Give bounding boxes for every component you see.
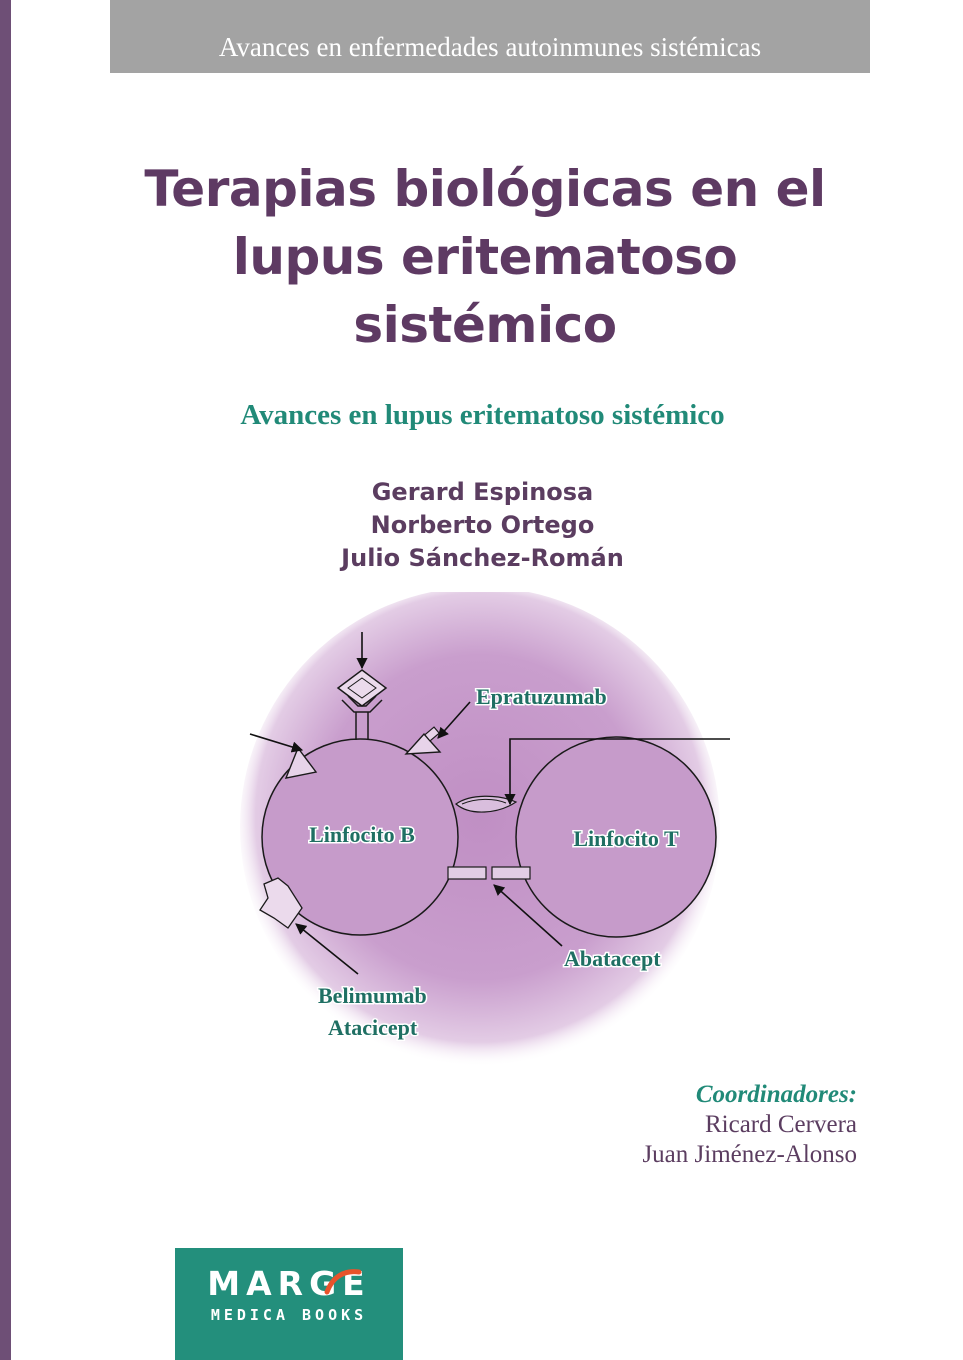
lymphocyte-diagram — [230, 592, 730, 1072]
label-epratuzumab: Epratuzumab — [476, 684, 607, 709]
label-atacicept: Atacicept — [328, 1015, 418, 1040]
book-title-line: Terapias biológicas en el — [144, 160, 826, 218]
cd28-receptor — [448, 867, 486, 879]
coordinator-name: Juan Jiménez-Alonso — [642, 1141, 857, 1168]
book-title-line: sistémico — [353, 296, 617, 354]
label-abatacept: Abatacept — [564, 946, 661, 971]
publisher-logo — [175, 1248, 403, 1360]
author-name: Julio Sánchez-Román — [341, 544, 624, 572]
author-list — [200, 476, 765, 575]
coordinators-heading: Coordinadores: — [695, 1081, 857, 1108]
book-title — [90, 155, 880, 359]
series-title: Avances en enfermedades autoinmunes sistémicas — [218, 32, 762, 62]
coordinator-name: Ricard Cervera — [704, 1111, 857, 1138]
label-belimumab: Belimumab — [318, 983, 427, 1008]
series-banner — [110, 0, 870, 73]
book-title-line: lupus eritematoso — [232, 228, 738, 286]
label-lymphocyte-t: Linfocito T — [573, 826, 679, 851]
label-lymphocyte-b: Linfocito B — [309, 822, 415, 847]
book-subtitle: Avances en lupus eritematoso sistémico — [240, 399, 725, 431]
publisher-swoosh-icon — [323, 1268, 363, 1298]
author-name: Norberto Ortego — [370, 511, 595, 539]
b7-receptor — [492, 867, 530, 879]
publisher-name: MARGE — [207, 1264, 371, 1303]
cover-spine — [0, 0, 11, 1360]
author-name: Gerard Espinosa — [371, 478, 594, 506]
coordinators-block — [642, 1080, 857, 1170]
publisher-imprint: MEDICA BOOKS — [210, 1306, 368, 1324]
